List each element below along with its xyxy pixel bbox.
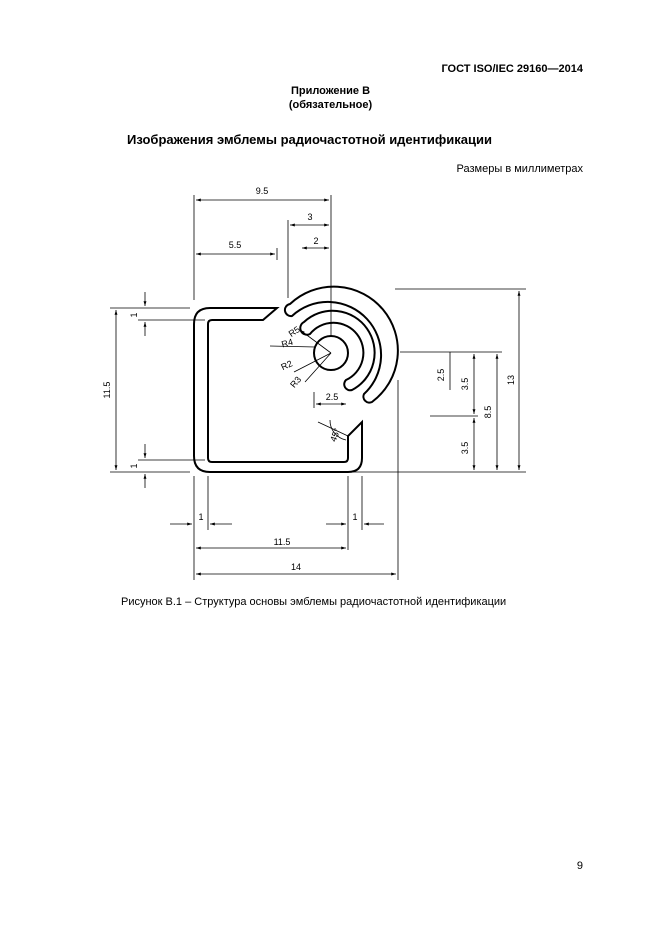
dim-arc-offset: 3.5 [460, 377, 470, 391]
dim-left-thickness: 1 [198, 512, 204, 522]
dim-center-dist: 2.5 [325, 392, 339, 402]
section-title: Изображения эмблемы радиочастотной идентификации [127, 132, 492, 147]
dim-total-height: 13 [506, 374, 516, 386]
label-r5: R5 [286, 324, 302, 339]
dim-center-offset: 2 [313, 236, 319, 246]
label-r2: R2 [279, 358, 295, 373]
figure-caption: Рисунок В.1 – Структура основы эмблемы радиочастотной идентификации [121, 596, 507, 608]
label-r4: R4 [280, 336, 295, 350]
dim-left-segment: 5.5 [228, 240, 242, 250]
dim-overall-width-top: 9.5 [255, 186, 269, 196]
dim-small-offset: 2.5 [436, 368, 446, 382]
label-r3: R3 [288, 374, 304, 390]
dim-bottom-thickness: 1 [129, 463, 139, 469]
units-note: Размеры в миллиметрах [456, 163, 583, 175]
dim-right-thickness: 1 [352, 512, 358, 522]
dim-chamfer: 45° [328, 426, 343, 444]
dim-total-width: 14 [290, 562, 302, 572]
annex-title: Приложение В [290, 85, 371, 97]
dim-gap-width: 3 [307, 212, 313, 222]
dim-left-height: 11.5 [102, 381, 112, 399]
annex-status: (обязательное) [288, 99, 373, 111]
standard-header: ГОСТ ISO/IEC 29160—2014 [441, 63, 583, 75]
dim-top-thickness: 1 [129, 312, 139, 318]
dim-right-height: 8.5 [483, 405, 493, 419]
dim-inner-width: 11.5 [273, 537, 291, 547]
page-number: 9 [576, 860, 583, 872]
dim-lower-offset: 3.5 [460, 441, 470, 455]
